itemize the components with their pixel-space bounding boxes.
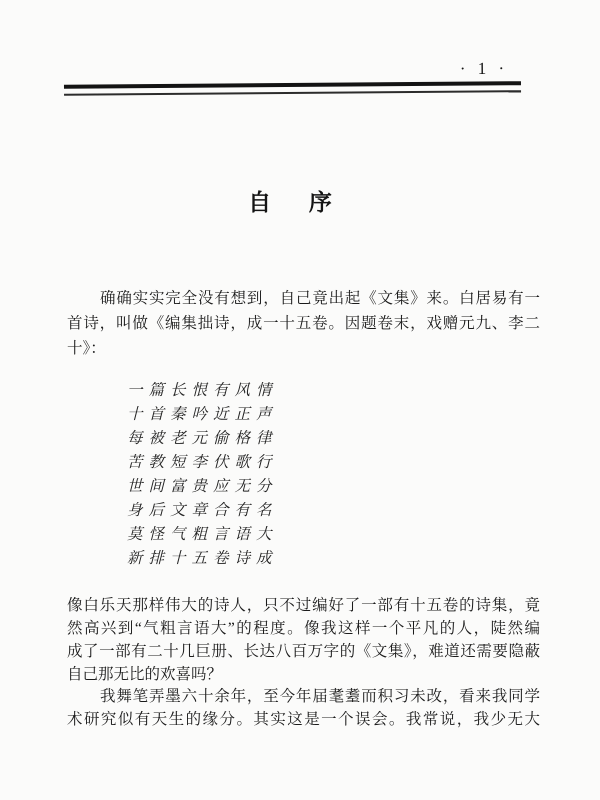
paragraph-line: 成了一部有二十几巨册、长达八百万字的《文集》，难道还需要隐蔽	[67, 643, 540, 660]
paragraph-line: 术研究似有天生的缘分。其实这是一个误会。我常说，我少无大	[67, 711, 540, 728]
header-rules	[64, 81, 521, 95]
poem-line: 苦教短李伏歌行	[127, 454, 278, 471]
paragraph-line: 然高兴到“气粗言语大”的程度。像我这样一个平凡的人，陡然编	[67, 620, 540, 637]
poem-line: 十首秦吟近正声	[127, 406, 278, 423]
header-rule-thick	[64, 81, 521, 89]
body-paragraph	[67, 594, 540, 686]
paragraph-line: 确确实实完全没有想到，自己竟出起《文集》来。白居易有一	[100, 290, 540, 307]
paragraph-line: 自己那无比的欢喜吗？	[67, 666, 223, 683]
paragraph-line: 十》：	[67, 340, 106, 357]
poem-line: 莫怪气粗言语大	[127, 526, 278, 543]
intro-paragraph	[67, 286, 540, 361]
chapter-title: 自 序	[248, 190, 332, 215]
page-number: · 1 ·	[459, 58, 509, 79]
paragraph-line: 像白乐天那样伟大的诗人，只不过编好了一部有十五卷的诗集，竟	[67, 597, 540, 614]
body-paragraph	[67, 685, 540, 731]
paragraph-line: 我舞笔弄墨六十余年，至今年届耄耋而积习未改，看来我同学	[100, 688, 540, 705]
poem-line: 一篇长恨有风情	[127, 382, 278, 399]
poem-line: 世间富贵应无分	[127, 478, 278, 495]
poem-line: 每被老元偷格律	[127, 430, 278, 447]
header-rule-thin	[64, 90, 521, 95]
quoted-poem	[127, 379, 278, 571]
poem-line: 身后文章合有名	[127, 502, 278, 519]
paragraph-line: 首诗，叫做《编集拙诗，成一十五卷。因题卷末，戏赠元九、李二	[67, 315, 540, 332]
poem-line: 新排十五卷诗成	[127, 550, 278, 567]
